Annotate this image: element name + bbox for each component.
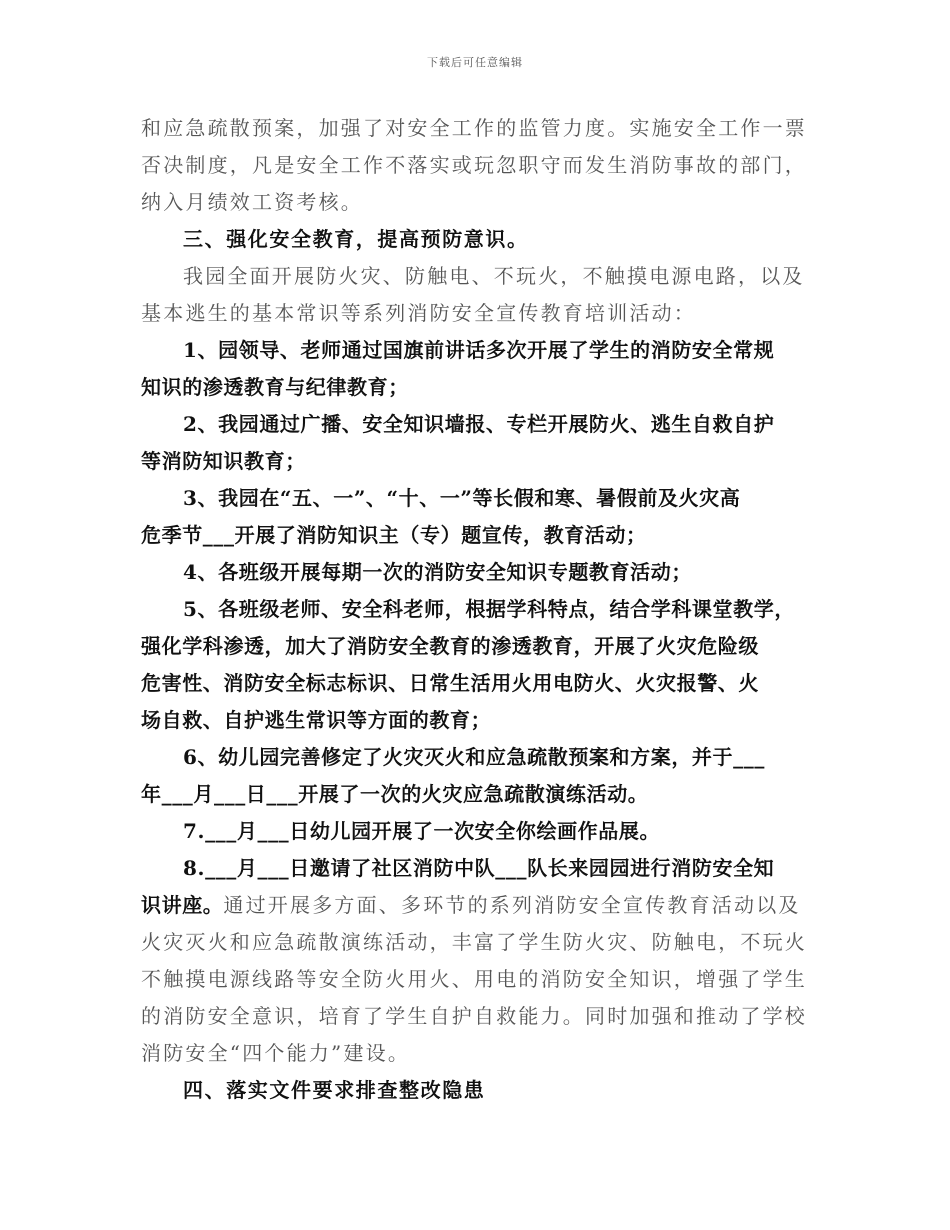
summary-start: 通过开展多方面、多环节的系列消防安全宣传教育活动以及	[223, 893, 801, 917]
list-item-8: 8.___月___日邀请了社区消防中队___队长来园园进行消防安全知	[183, 856, 775, 880]
list-item-5-cont: 强化学科渗透，加大了消防安全教育的渗透教育，开展了火灾危险级	[141, 634, 759, 658]
list-item-6-cont: 年___月___日___开展了一次的火灾应急疏散演练活动。	[141, 782, 649, 806]
paragraph-line: 基本逃生的基本常识等系列消防安全宣传教育培训活动：	[141, 301, 696, 325]
list-item-2: 2、我园通过广播、安全知识墙报、专栏开展防火、逃生自救自护	[183, 412, 775, 436]
paragraph-line: 消防安全“四个能力”建设。	[141, 1041, 411, 1065]
paragraph-line: 纳入月绩效工资考核。	[141, 190, 363, 214]
list-item-1-cont: 知识的渗透教育与纪律教育；	[141, 375, 409, 399]
document-body	[141, 110, 811, 1109]
list-item-5-cont: 危害性、消防安全标志标识、日常生活用火用电防火、火灾报警、火	[141, 671, 759, 695]
list-item-4: 4、各班级开展每期一次的消防安全知识专题教育活动；	[183, 560, 692, 584]
list-item-5-cont: 场自救、自护逃生常识等方面的教育；	[141, 708, 492, 732]
list-item-7: 7.___月___日幼儿园开展了一次安全你绘画作品展。	[183, 819, 661, 843]
paragraph-line: 我园全面开展防火灾、防触电、不玩火，不触摸电源电路，以及	[183, 264, 805, 288]
section-heading-3: 三、强化安全教育，提高预防意识。	[183, 227, 529, 251]
list-item-1: 1、园领导、老师通过国旗前讲话多次开展了学生的消防安全常规	[183, 338, 775, 362]
list-item-3-cont: 危季节___开展了消防知识主（专）题宣传，教育活动；	[141, 523, 647, 547]
page-header-note: 下载后可任意编辑	[427, 56, 523, 69]
list-item-8-cont	[141, 887, 811, 924]
paragraph-line: 火灾灭火和应急疏散演练活动，丰富了学生防火灾、防触电，不玩火	[141, 930, 807, 954]
paragraph-line: 否决制度，凡是安全工作不落实或玩忽职守而发生消防事故的部门，	[141, 153, 807, 177]
paragraph-line: 和应急疏散预案，加强了对安全工作的监管力度。实施安全工作一票	[141, 116, 807, 140]
paragraph-line: 不触摸电源线路等安全防火用火、用电的消防安全知识，增强了学生	[141, 967, 807, 991]
list-item-2-cont: 等消防知识教育；	[141, 449, 306, 473]
paragraph-line: 的消防安全意识，培育了学生自护自救能力。同时加强和推动了学校	[141, 1004, 807, 1028]
section-heading-4: 四、落实文件要求排查整改隐患	[183, 1078, 486, 1102]
list-item-5: 5、各班级老师、安全科老师，根据学科特点，结合学科课堂教学，	[183, 597, 795, 621]
list-item-8-end: 识讲座。	[141, 893, 224, 917]
list-item-6: 6、幼儿园完善修定了火灾灭火和应急疏散预案和方案，并于___	[183, 745, 765, 769]
list-item-3: 3、我园在“五、一”、“十、一”等长假和寒、暑假前及火灾高	[183, 486, 741, 510]
